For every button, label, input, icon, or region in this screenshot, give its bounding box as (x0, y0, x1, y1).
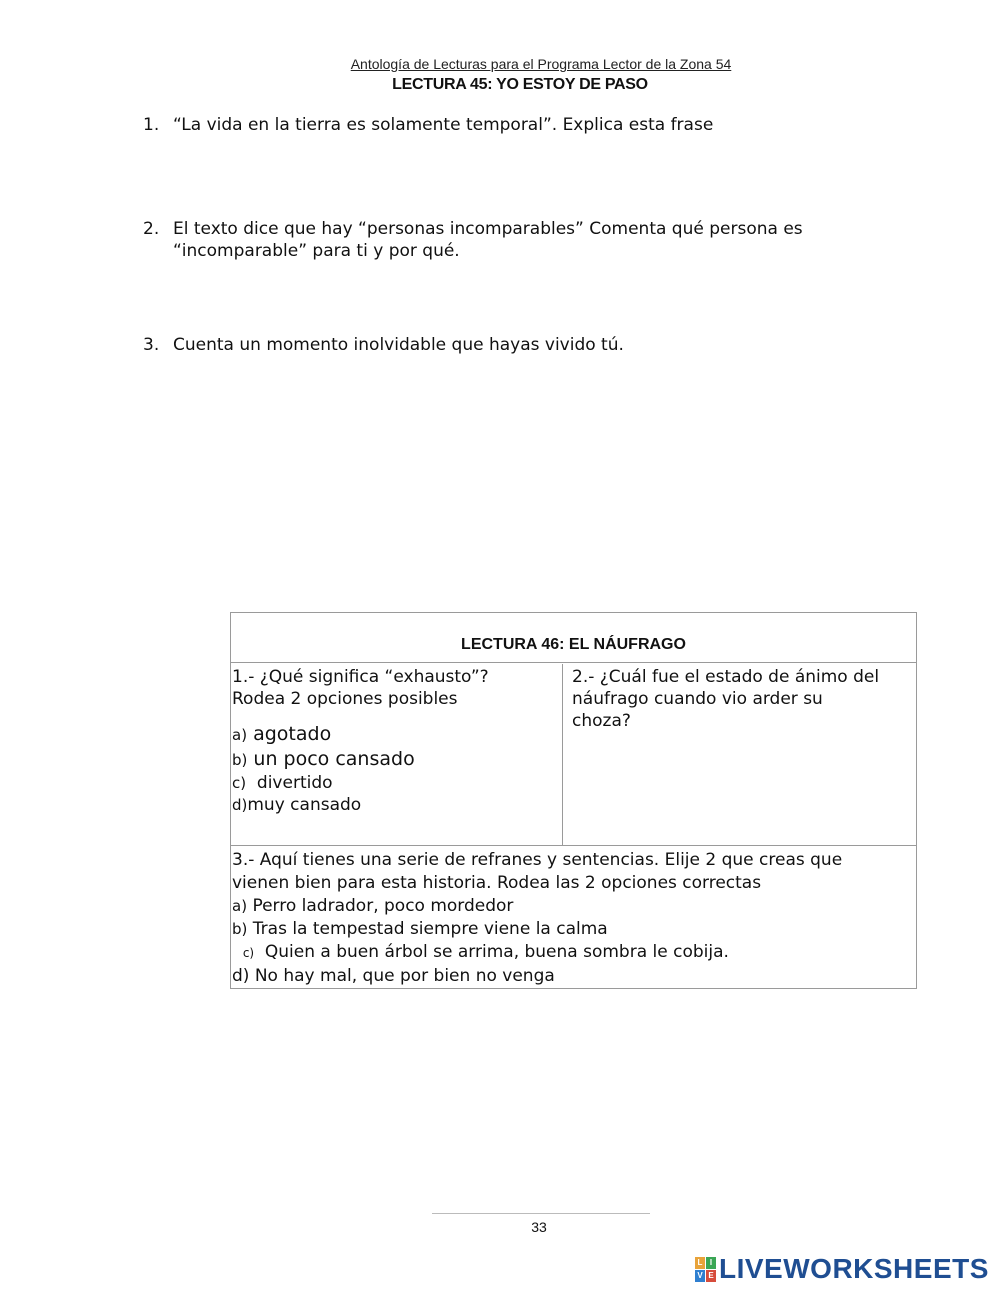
liveworksheets-logo[interactable] (695, 1252, 989, 1286)
question-3 (143, 334, 863, 356)
saying-option-c[interactable]: c) Quien a buen árbol se arrima, buena sombra le cobija. (242, 942, 729, 962)
anthology-subtitle: Antología de Lecturas para el Programa Lector de la Zona 54 (350, 56, 732, 72)
saying-option-b[interactable]: b) Tras la tempestad siempre viene la calma (232, 919, 608, 939)
mood-question-cell[interactable] (564, 664, 916, 845)
page-number: 33 (531, 1219, 547, 1235)
cell-question-line-1: 2.- ¿Cuál fue el estado de ánimo del (572, 667, 880, 687)
question-1 (143, 114, 863, 136)
sayings-question-cell (231, 845, 916, 988)
question-text-line-1: El texto dice que hay “personas incomparables” Comenta qué persona es (173, 219, 803, 239)
cell-question-line-2: náufrago cuando vio arder su (572, 689, 823, 709)
question-number: 2. (143, 219, 160, 239)
question-number: 1. (143, 115, 160, 135)
reading-46-title: LECTURA 46: EL NÁUFRAGO (231, 613, 916, 663)
liveworksheets-icon: L I V E (695, 1257, 715, 1281)
exhausto-question-cell (231, 664, 563, 845)
saying-option-d[interactable]: d) No hay mal, que por bien no venga (232, 966, 555, 986)
option-a[interactable]: a) agotado (232, 723, 332, 745)
reading-46-table (230, 612, 917, 989)
cell-question-line: 1.- ¿Qué significa “exhausto”? (232, 667, 489, 687)
option-d[interactable]: d)muy cansado (232, 795, 362, 815)
cell-instruction-line: Rodea 2 opciones posibles (232, 689, 458, 709)
option-c[interactable]: c) divertido (232, 773, 333, 793)
question-number: 3. (143, 335, 160, 355)
question-text: Cuenta un momento inolvidable que hayas vivido tú. (173, 335, 624, 355)
cell-question-line-3: choza? (572, 711, 631, 731)
brand-name: LIVEWORKSHEETS (719, 1253, 989, 1284)
question-text-line-2: “incomparable” para ti y por qué. (173, 241, 460, 261)
cell-question-line-1: 3.- Aquí tienes una serie de refranes y sentencias. Elije 2 que creas que (232, 850, 843, 870)
footer-divider (432, 1213, 650, 1214)
question-text: “La vida en la tierra es solamente temporal”. Explica esta frase (173, 115, 714, 135)
question-2 (143, 218, 863, 262)
saying-option-a[interactable]: a) Perro ladrador, poco mordedor (232, 896, 514, 916)
option-b[interactable]: b) un poco cansado (232, 748, 415, 770)
reading-45-title: LECTURA 45: YO ESTOY DE PASO (392, 76, 648, 93)
cell-question-line-2: vienen bien para esta historia. Rodea las 2 opciones correctas (232, 873, 762, 893)
